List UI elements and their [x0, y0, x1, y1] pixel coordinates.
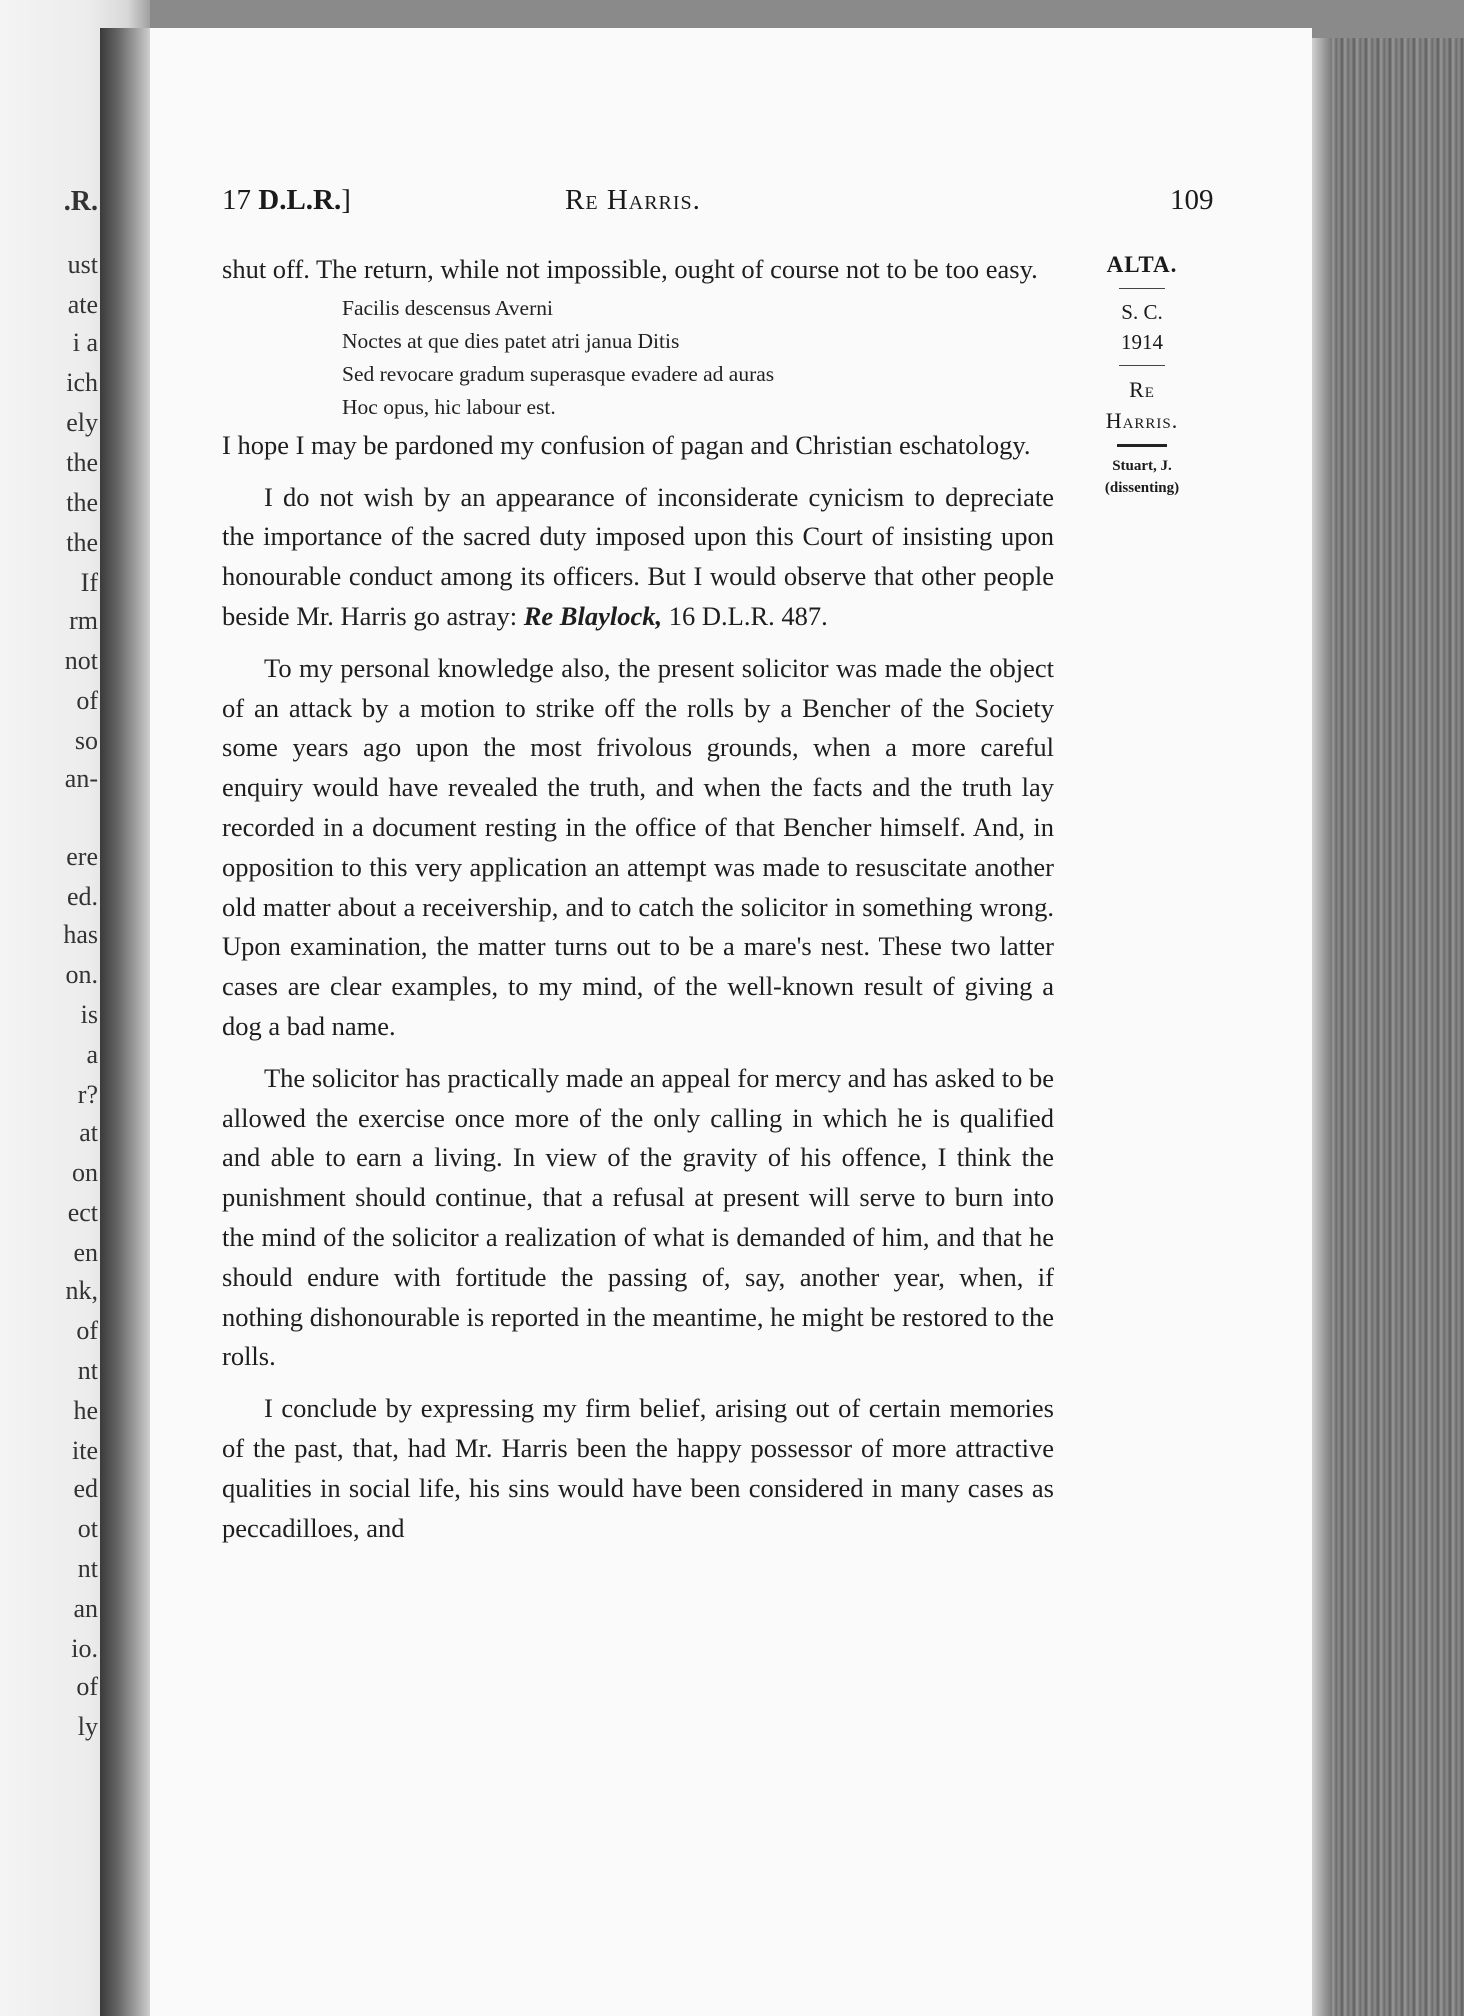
left-page-fragment: ely [66, 408, 98, 437]
latin-verse [342, 292, 1054, 424]
left-page-fragment: he [73, 1396, 98, 1425]
left-page-fragment: of [76, 1316, 98, 1345]
verse-line: Facilis descensus Averni [342, 295, 553, 320]
margin-rule [1119, 365, 1165, 366]
left-page-fragment: ich [66, 368, 98, 397]
margin-case-name: Harris. [1105, 408, 1179, 433]
left-page-fragment: the [66, 448, 98, 477]
margin-judge: Stuart, J. [1112, 458, 1172, 474]
page-number: 109 [1170, 184, 1214, 216]
page-edges [1312, 38, 1464, 2016]
left-page-fragment: the [66, 528, 98, 557]
left-page-fragment: is [80, 1000, 98, 1029]
left-page-fragment: ot [77, 1514, 98, 1543]
case-citation: Re Blaylock, [523, 600, 663, 631]
margin-year: 1914 [1121, 330, 1163, 354]
left-page-fragment: ate [67, 290, 98, 319]
margin-note [1082, 250, 1202, 499]
body-text [222, 250, 1054, 1548]
margin-jurisdiction: ALTA. [1106, 252, 1178, 277]
running-head-title: Re Harris. [565, 184, 701, 216]
left-page-fragment: If [80, 568, 98, 597]
verse-line: Hoc opus, hic labour est. [342, 394, 556, 419]
paragraph-1: shut off. The return, while not impossible, ought of course not to be too easy. [222, 254, 1038, 284]
margin-rule [1119, 288, 1165, 289]
margin-court: S. C. [1121, 300, 1163, 324]
paragraph-4: To my personal knowledge also, the present solicitor was made the object of an attack by a motion to strike off the rolls by a Bencher of the Society some years ago upon the most frivolous grounds, when a more careful enquiry would have revealed the truth, and when the facts and the truth lay recorded in a document resting in the office of that Bencher himself. And, in opposition to this very application an attempt was made to resuscitate another old matter about a receivership, and to catch the solicitor in something wrong. Upon examination, the matter turns out to be a mare's nest. These two latter cases are clear examples, to my mind, of the well-known result of giving a dog a bad name. [222, 652, 1054, 1041]
paragraph-6: I conclude by expressing my firm belief, arising out of certain memories of the past, that, had Mr. Harris been the happy possessor of more attractive qualities in social life, his sins would have been considered in many cases as peccadilloes, and [222, 1393, 1054, 1543]
left-page-fragment: ed. [66, 882, 98, 911]
verse-line: Sed revocare gradum superasque evadere ad auras [342, 361, 775, 386]
left-page-fragment: of [76, 686, 98, 715]
margin-rule [1117, 444, 1167, 447]
left-page-fragment: ly [77, 1712, 98, 1741]
left-page-fragment: of [76, 1672, 98, 1701]
paragraph-2: I hope I may be pardoned my confusion of pagan and Christian eschatology. [222, 429, 1031, 460]
left-page-fragment: the [66, 488, 98, 517]
left-page-fragment: nt [77, 1554, 98, 1583]
left-page-fragment: ite [72, 1436, 98, 1465]
left-page-fragment: not [64, 646, 98, 675]
left-page-fragment: ere [66, 842, 98, 871]
left-page-fragment: so [74, 726, 98, 755]
left-page-fragment: en [73, 1238, 98, 1267]
left-page-fragment: an [73, 1594, 98, 1623]
left-page-fragment: rm [69, 606, 98, 635]
left-page-fragment: i a [72, 328, 98, 357]
verse-line: Noctes at que dies patet atri janua Ditis [342, 328, 680, 353]
left-page-fragment: a [86, 1040, 98, 1069]
left-page-fragment: ect [67, 1198, 98, 1227]
left-page-fragment: io. [71, 1634, 98, 1663]
left-page-fragment: r? [77, 1080, 98, 1109]
margin-dissenting: (dissenting) [1104, 480, 1180, 496]
running-head-volume: 17 D.L.R.] [222, 184, 351, 216]
left-page-fragment: an- [64, 764, 98, 793]
left-page-fragment: ed [73, 1474, 98, 1503]
left-page-fragment: has [63, 920, 98, 949]
left-page-fragment: nk, [65, 1276, 98, 1305]
left-page-fragment: nt [77, 1356, 98, 1385]
paragraph-5: The solicitor has practically made an appeal for mercy and has asked to be allowed the exercise once more of the only calling in which he is qualified and able to earn a living. In view of the gravity of his offence, I think the punishment should continue, that a refusal at present will serve to burn into the mind of the solicitor a realization of what is demanded of him, and that he should endure with fortitude the passing of, say, another year, when, if nothing dishonourable is reported in the meantime, he might be restored to the rolls. [222, 1062, 1054, 1372]
left-page-fragment: ust [67, 250, 98, 279]
left-page-fragment: on [72, 1158, 98, 1187]
left-page-fragment: on. [65, 960, 98, 989]
left-page-fragment: .R. [63, 186, 98, 217]
paragraph-3: I do not wish by an appearance of inconsiderate cynicism to depreciate the importance of the sacred duty imposed upon this Court of insisting upon honourable conduct among its officers. But I would observe that other people beside Mr. Harris go astray: Re Blaylock, 16 D.L.R. 487. [222, 481, 1054, 631]
margin-case-re: Re [1129, 377, 1155, 402]
left-page-fragment: at [79, 1118, 98, 1147]
